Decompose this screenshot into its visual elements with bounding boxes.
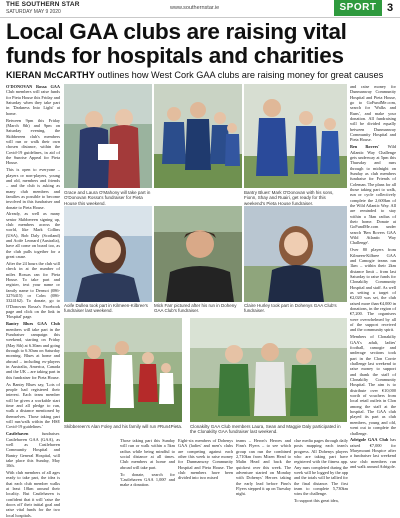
text-column-bottom-1 xyxy=(120,438,175,498)
paragraph-lead: O'DONOVAN Rossa GAA xyxy=(6,84,60,89)
photo-bantry-blues-odonovan xyxy=(154,84,242,188)
paragraph-text: As Bantry Blues say, 'Lots of people had registered their interest. Each team member will be given a workable start time and all pledge to run, walk a distance mentioned by themselves. Those taking part will run/walk within the HSE Covid-19 guidelines.' xyxy=(6,381,60,430)
text-column-left xyxy=(6,84,60,518)
article-paragraph xyxy=(350,84,396,143)
photo-skibbereen-family xyxy=(64,318,182,422)
paragraph-text: Already, as well as many senior Skibbereen signing up, club members across the world, like Mark Collins (USA), Bob Daly (Scotland) and Aoife Leonard (Australia), have all come on board too, as the club pulls together for a great cause. xyxy=(6,211,60,260)
article-paragraph xyxy=(6,470,60,518)
paragraph-text: Club members will raise funds for Pieta House this Friday and Saturday when they take part in 'Darkness Into Light' at home. xyxy=(6,89,60,116)
paragraph-lead: Castlehaven xyxy=(6,431,42,437)
article-paragraph xyxy=(350,334,396,436)
caption-grace-laura: Grace and Laura O'Mahony will take part in O'Donovan Rossa's fundraiser for Pieta House this weekend. xyxy=(64,190,151,206)
article-paragraph xyxy=(350,437,396,469)
paragraph-text: To support this great idea, xyxy=(294,498,339,504)
paragraph-text: clue media pages through daily posts mapping each team's progress. All Dohenys players who are taking part have registered with the fitness app. Any runs completed during the week will be logged by the app and the totals will be tallied for the final distance. The first team to complete 5,730km wins the challenge. xyxy=(294,438,348,497)
text-column-bottom-3 xyxy=(236,438,291,498)
article-paragraph xyxy=(236,438,291,497)
paragraph-text: With club members of all ages ready to take part, the idea is that each club member walks at least 10km around their locality. But Castlehaven is confident that it will 'raise the doors off' their initial goal and raise vital funds for the two local hospitals. xyxy=(6,470,60,518)
photo-claire-hurley xyxy=(244,206,347,302)
article-paragraph xyxy=(6,167,60,210)
section-tab: SPORT xyxy=(334,0,382,16)
article-paragraph xyxy=(350,144,396,246)
article-paragraph xyxy=(6,211,60,259)
paragraph-text: Members of Clonakilty GAA's adult, ladies' football, camogie and underage sections took part in the Clon Corrie challenge last weekend to raise money to support and thank the staff of Clonakilty Community Hospital. The aim is to distribute over €10,000 worth of vouchers from local retail outlets in Clon among the staff at the hospital. The GAA club played its part as club members, young and old, went out to complete the challenge. xyxy=(350,334,396,436)
article-author: KIERAN McCARTHY xyxy=(6,70,95,80)
article-paragraph xyxy=(350,247,396,333)
page-number: 3 xyxy=(386,2,394,14)
caption-clonakilty-members: Clonakilty GAA Club members Laura, Sean and Maggie Daly participated in the Clonakilty GAA fundraiser last weekend. xyxy=(190,424,341,435)
photo-mick-farr xyxy=(154,206,242,302)
article-paragraph xyxy=(294,498,348,503)
masthead xyxy=(0,0,400,18)
paragraph-text: To donate, search for 'Castlehaven GAA 1,000' and make a donation. xyxy=(120,471,175,488)
caption-aoife-dullea: Aoife Dullea took part in Kilmeen-Kilbree's fundraiser last weekend. xyxy=(64,303,148,314)
paragraph-lead: Adrigole GAA Club xyxy=(350,437,391,443)
caption-claire-hurley: Claire Hurley took part in Dohenys GAA Club's fundraiser. xyxy=(244,303,337,314)
article-standfirst xyxy=(6,70,396,81)
paragraph-text: members will take part in the Fundraiser campaign this weekend, starting on Friday (May 8th) at 6.30am and going through to 6.30am on Saturday morning. Blues at home and abroad – including ex-players in Australia, America, Canada and the UK – are taking part in this fundraiser for Pieta House. xyxy=(6,326,60,380)
article-paragraph xyxy=(6,321,60,380)
article-paragraph xyxy=(6,382,60,430)
paragraph-text: teams – Heron's Heroes and Finn's Flyers – to see which group can run the combined 2,710km from Mizen Head to Malin Head and back the quickest over this week. The adventure started on Monday with Dohenys' Heroes taking the early lead before Finn's Flyers stepped it up on Tuesday night. xyxy=(236,438,291,497)
article-paragraph xyxy=(6,261,60,320)
article-paragraph xyxy=(6,431,60,468)
photo-aoife-dullea xyxy=(64,206,152,302)
website-url[interactable]: www.southernstar.ie xyxy=(170,5,220,11)
article-paragraph xyxy=(120,472,175,488)
article-paragraph xyxy=(294,438,348,497)
paragraph-text: fundraiser. Castlehaven GAA (GAA), as well as Castlehaven Community Hospital and Bantry General Hospital, will take place this Sunday, May 10th. xyxy=(6,431,60,469)
text-column-right xyxy=(350,84,396,498)
caption-bantry-blues: Bantry Blues' Mark O'Donovan with his sons, Fionn, Shay and Ruairi, get ready for this weekend's Pieta House fundraiser. xyxy=(244,190,334,206)
issue-date: SATURDAY MAY 9 2020 xyxy=(6,9,61,15)
article-paragraph xyxy=(6,118,60,166)
caption-mick-farr: Mick Farr pictured after his run in Doheny GAA Club's fundraiser. xyxy=(154,303,237,314)
paragraph-text: Eight-six members of Dohenys GAA (ladies' and men's clubs are competing against each other this week to raise money for Dunmanway Community Hospital and Pieta House. The club members have been divided into two mixed xyxy=(178,438,233,481)
paragraph-lead: Bantry Blues GAA Club xyxy=(6,321,60,327)
photo-grace-laura-odonovan xyxy=(64,84,152,188)
paragraph-text: Wild Atlantic Way Challenge gets underway at 5pm this Thursday and runs through to midnight on Sunday as club members fundraise for Friends of Coleman. The plans for all those taking part to walk, run or cycle collectively complete the 2,600km of the Wild Atlantic Way. All are reminded to stay within a 5km radius of their home. Donate at GoFundMe.com under search 'Ben Rovers GAA Wild Atlantic Way Challenge'. xyxy=(350,144,396,246)
paragraph-text: This is open to everyone – players or non-players, young and old, members and friends – and the club is asking as many club members and families as possible to become involved in this fundraiser and donate to Pieta House. xyxy=(6,167,60,210)
paragraph-lead: Ben Rovers' xyxy=(350,144,388,150)
photo-clonakilty-members xyxy=(190,318,347,422)
standfirst-text: outlines how West Cork GAA clubs are raising money for great causes xyxy=(94,70,384,80)
newspaper-name: THE SOUTHERN STAR xyxy=(6,1,80,8)
article-paragraph xyxy=(178,438,233,481)
article-paragraph xyxy=(6,84,60,116)
article-paragraph xyxy=(120,438,175,470)
paragraph-text: has raised €7,000 for Marymount Hospice after a fundraiser last weekend saw club members run and walk around Adrigole. xyxy=(350,437,396,470)
text-column-bottom-2 xyxy=(178,438,233,498)
paragraph-text: Between 9pm this Friday (March 8th) and 9pm on Saturday evening, the Skibbereen club's members will run or walk their own chosen distance, within the Covid-19 guidelines, in aid of the Sunrise Appeal for Pieta House. xyxy=(6,117,60,166)
photo-bantry-blues-players xyxy=(244,84,347,188)
text-column-bottom-4 xyxy=(294,438,348,504)
paragraph-text: Those taking part this Sunday will run or walk within a 5km radius while being mindful to social distance at all times. Club members at home and abroad will take part. xyxy=(120,438,175,470)
caption-skibbereen-family: Skibbereen's Alan Foley and his family will run #Run4Pieta. xyxy=(64,424,183,429)
paragraph-text: After the 24 hours the club will check in at the number of miles Rossas ran for Pieta House. To take part and register, text your name or family name to Dermot (086-3276415) or Colm (086-3324162). To donate, go to O'Donovan Rossa's Facebook page and click on the link in 'Hospital' page. xyxy=(6,261,60,320)
paragraph-text: and raise money for Dunmanway Community Hospital and Pieta House, go to GoFundMe.com, search for 'Walks and Runs', and make your donation. All fundraising will be divided equally between Dunmanway Community Hospital and Pieta House. xyxy=(350,84,396,143)
article-headline: Local GAA clubs are raising vital funds for hospitals and charities xyxy=(6,19,347,68)
paragraph-text: Over 80 players from Kilmeen-Kilbree GAA and Camogie teams ran 1km – within their 2km distance limit – from last Saturday to raise funds for Clonakilty Community Hospital and staff. As well as setting a target of €2,020 was set, the club raised more than €4,000 in donations, in the region of €7,200. The organisers were overwhelmed by all of the support received and the community spirit. xyxy=(350,247,396,333)
